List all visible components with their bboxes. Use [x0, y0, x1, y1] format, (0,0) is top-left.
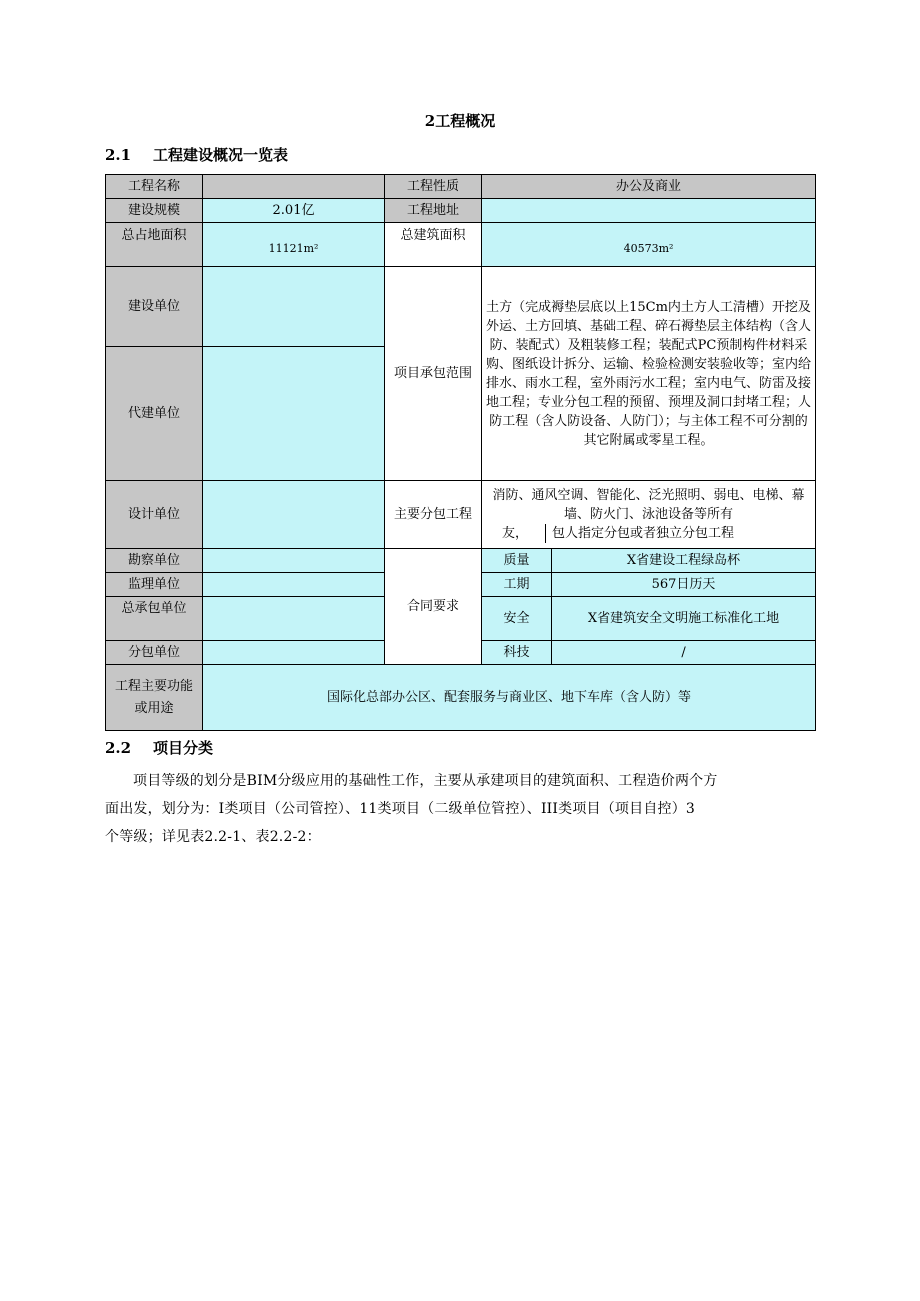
agent-value	[203, 347, 385, 481]
table-row	[106, 549, 816, 573]
classification-paragraph	[105, 767, 817, 851]
address-value	[482, 199, 816, 223]
section-heading-classification	[105, 737, 213, 758]
tech-value: /	[552, 641, 816, 665]
table-row	[106, 267, 816, 347]
subcontract-label: 主要分包工程	[385, 481, 482, 549]
section-title: 工程建设概况一览表	[153, 146, 289, 164]
table-row	[106, 665, 816, 731]
paragraph-line: 面出发，划分为：I类项目（公司管控）、11类项目（二级单位管控）、III类项目（项目自控）3	[105, 801, 696, 817]
table-row	[106, 175, 816, 199]
scope-text: 土方（完成褥垫层底以上15Cm内土方人工清槽）开挖及外运、土方回填、基础工程、碎石褥垫层主体结构（含人防、装配式）及粗装修工程；装配式PC预制构件材料采购、图纸设计拆分、运输、检验检测安装验收等；室内给排水、雨水工程，室外雨污水工程；室内电气、防雷及接地工程；专业分包工程的预留、预埋及洞口封堵工程；人防工程（含人防设备、人防门）；与主体工程不可分割的其它附属或零星工程。	[482, 267, 816, 481]
project-nature-value: 办公及商业	[482, 175, 816, 199]
table-row	[106, 481, 816, 549]
builder-label: 建设单位	[106, 267, 203, 347]
function-label: 工程主要功能或用途	[106, 665, 203, 731]
subcontract-line: 消防、通风空调、智能化、泛光照明、弱电、电梯、幕墙、防火门、泳池设备等所有	[492, 488, 805, 522]
address-label: 工程地址	[385, 199, 482, 223]
agent-label: 代建单位	[106, 347, 203, 481]
subcontract-text	[482, 481, 816, 549]
project-name-label: 工程名称	[106, 175, 203, 199]
period-value: 567日历天	[552, 573, 816, 597]
project-overview-table	[105, 174, 816, 731]
contract-requirements-label: 合同要求	[385, 549, 482, 665]
design-unit-value	[203, 481, 385, 549]
paragraph-line: 项目等级的划分是BIM分级应用的基础性工作，主要从承建项目的建筑面积、工程造价两个方	[133, 773, 718, 789]
general-contractor-value	[203, 597, 385, 641]
function-value: 国际化总部办公区、配套服务与商业区、地下车库（含人防）等	[203, 665, 816, 731]
subcontract-fragment: 包人指定分包或者独立分包工程	[545, 524, 734, 543]
supervisor-value	[203, 573, 385, 597]
project-name-value	[203, 175, 385, 199]
subcontractor-unit-label: 分包单位	[106, 641, 203, 665]
period-label: 工期	[482, 573, 552, 597]
tech-label: 科技	[482, 641, 552, 665]
survey-unit-label: 勘察单位	[106, 549, 203, 573]
section-number: 2.2	[105, 739, 132, 757]
builder-value	[203, 267, 385, 347]
supervisor-label: 监理单位	[106, 573, 203, 597]
subcontractor-unit-value	[203, 641, 385, 665]
general-contractor-label: 总承包单位	[106, 597, 203, 641]
quality-value: X省建设工程绿岛杯	[552, 549, 816, 573]
floor-area-label: 总建筑面积	[385, 223, 482, 267]
safety-value: X省建筑安全文明施工标准化工地	[552, 597, 816, 641]
scale-value: 2.01亿	[203, 199, 385, 223]
project-nature-label: 工程性质	[385, 175, 482, 199]
scope-label: 项目承包范围	[385, 267, 482, 481]
survey-unit-value	[203, 549, 385, 573]
section-number: 2.1	[105, 146, 132, 164]
page-title: 2工程概况	[424, 112, 496, 130]
scale-label: 建设规模	[106, 199, 203, 223]
quality-label: 质量	[482, 549, 552, 573]
safety-label: 安全	[482, 597, 552, 641]
land-area-value: 11121m²	[203, 223, 385, 267]
paragraph-line: 个等级；详见表2.2-1、表2.2-2：	[105, 829, 321, 845]
land-area-label: 总占地面积	[106, 223, 203, 267]
design-unit-label: 设计单位	[106, 481, 203, 549]
floor-area-value: 40573m²	[482, 223, 816, 267]
subcontract-fragment: 友，	[501, 526, 528, 541]
table-row	[106, 223, 816, 267]
section-title: 项目分类	[153, 739, 214, 757]
table-row	[106, 199, 816, 223]
section-heading-overview-table	[105, 144, 288, 165]
subcontract-line	[485, 524, 812, 543]
